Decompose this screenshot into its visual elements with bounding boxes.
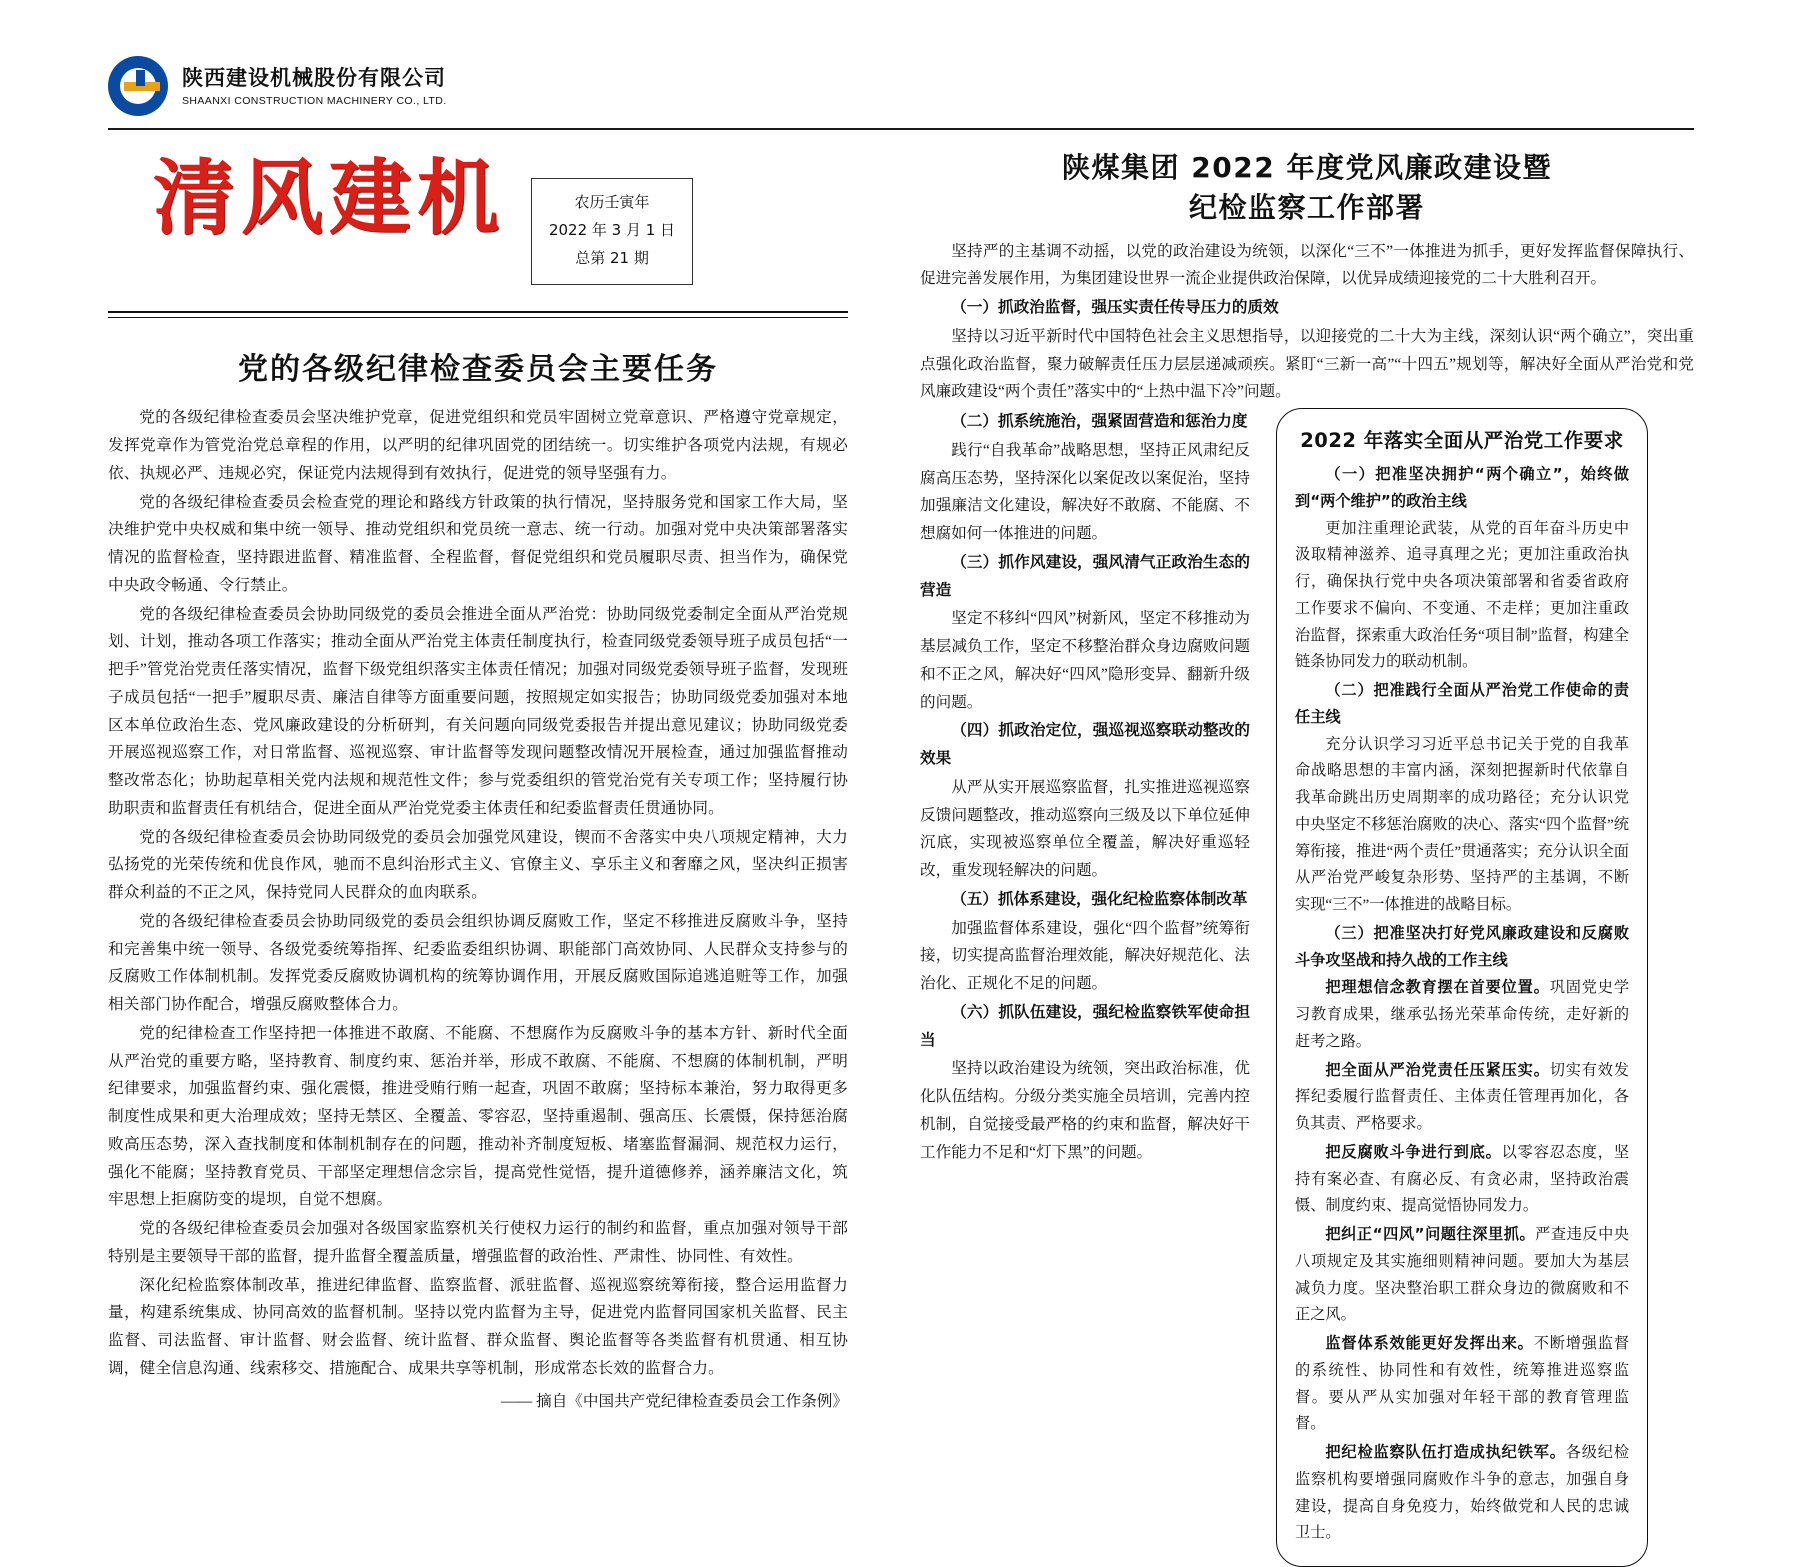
bold-lead: 把纪检监察队伍打造成执纪铁军。	[1325, 1443, 1566, 1461]
left-column	[108, 150, 848, 1411]
lead-text: 切实有效发挥纪委履行监督责任、主体责任管理再加化，各负其责、严格要求。	[1295, 1061, 1629, 1132]
paragraph: 党的各级纪律检查委员会协助同级党的委员会推进全面从严治党：协助同级党委制定全面从严治党规划、计划，推动各项工作落实；推动全面从严治党主体责任制度执行，检查同级党委领导班子成员包括“一把手”管党治党责任落实情况，监督下级党组织落实主体责任情况；加强对同级党委领导班子监督，发现班子成员包括“一把手”履职尽责、廉洁自律等方面重要问题，按照规定如实报告；协助同级党委加强对本地区本单位政治生态、党风廉政建设的分析研判，有关问题向同级党委报告并提出意见建议；协助同级党委开展巡视巡察工作，对日常监督、巡视巡察、审计监督等发现问题整改情况开展检查，通过加强监督推动整改常态化；协助起草相关党内法规和规范性文件；参与党委组织的管党治党有关专项工作；坚持履行协助职责和监督责任有机结合，促进全面从严治党党委主体责任和纪委监督责任贯通协同。	[108, 605, 848, 817]
sidebox-heading: （三）把准坚决打好党风廉政建设和反腐败斗争攻坚战和持久战的工作主线	[1295, 923, 1629, 969]
section-heading: （一）抓政治监督，强压实责任传导压力的质效	[951, 298, 1279, 316]
paragraph	[1295, 1330, 1629, 1438]
sidebox	[1276, 408, 1648, 1567]
paragraph	[1295, 1439, 1629, 1547]
masthead-divider	[108, 128, 1694, 130]
left-article-source: —— 摘自《中国共产党纪律检查委员会工作条例》	[501, 1392, 848, 1410]
nameplate-row	[108, 150, 848, 285]
paragraph: 党的各级纪律检查委员会检查党的理论和路线方针政策的执行情况，坚持服务党和国家工作大局，坚决维护党中央权威和集中统一领导、推动党组织和党员统一意志、统一行动。加强对党中央决策部署落实情况的监督检查，坚持跟进监督、精准监督、全程监督，督促党组织和党员履职尽责、担当作为，确保党中央政令畅通、令行禁止。	[108, 493, 848, 594]
paragraph: 党的各级纪律检查委员会协助同级党的委员会加强党风建设，锲而不舍落实中央八项规定精神，大力弘扬党的光荣传统和优良作风，驰而不息纠治形式主义、官僚主义、享乐主义和奢靡之风，坚决纠正损害群众利益的不正之风，保持党同人民群众的血肉联系。	[108, 828, 848, 901]
company-name-en: SHAANXI CONSTRUCTION MACHINERY CO., LTD.	[182, 94, 447, 107]
paragraph: 践行“自我革命”战略思想，坚持正风肃纪反腐高压态势，坚持深化以案促改以案促治，坚持加强廉洁文化建设，解决好不敢腐、不能腐、不想腐如何一体推进的问题。	[920, 441, 1250, 542]
paragraph	[1295, 1057, 1629, 1138]
paragraph: 坚定不移纠“四风”树新风，坚定不移推动为基层减负工作，坚定不移整治群众身边腐败问题和不正之风，解决好“四风”隐形变异、翻新升级的问题。	[920, 610, 1250, 711]
lead-text: 不断增强监督的系统性、协同性和有效性，统筹推进巡察监督。要从严从实加强对年轻干部的教育管理监督。	[1295, 1335, 1630, 1433]
paragraph: 更加注重理论武装，从党的百年奋斗历史中汲取精神滋养、追寻真理之光；更加注重政治执行，确保执行党中央各项决策部署和省委省政府工作要求不偏向、不变通、不走样；更加注重政治监督，探索重大政治任务“项目制”监督，构建全链条协同发力的联动机制。	[1295, 519, 1629, 671]
paragraph: 党的各级纪律检查委员会协助同级党的委员会组织协调反腐败工作，坚定不移推进反腐败斗争，坚持和完善集中统一领导、各级党委统筹指挥、纪委监委组织协调、职能部门高效协同、人民群众支持参与的反腐败工作体制机制。发挥党委反腐败协调机构的统筹协调作用，开展反腐败国际追逃追赃等工作，加强相关部门协作配合，增强反腐败整体合力。	[108, 912, 848, 1013]
lead-text: 巩固党史学习教育成果，继承弘扬光荣革命传统，走好新的赶考之路。	[1295, 979, 1629, 1050]
right-article-intro	[920, 238, 1694, 407]
section-heading: （五）抓体系建设，强化纪检监察体制改革	[951, 889, 1248, 908]
section-heading: （六）抓队伍建设，强纪检监察铁军使命担当	[920, 1002, 1250, 1049]
issue-date-box	[531, 178, 693, 285]
paragraph: 深化纪检监察体制改革，推进纪律监督、监察监督、派驻监督、巡视巡察统筹衔接，整合运用监督力量，构建系统集成、协同高效的监督机制。坚持以党内监督为主导，促进党内监督同国家机关监督、民主监督、司法监督、审计监督、财会监督、统计监督、群众监督、舆论监督等各类监督有机贯通、相互协调，健全信息沟通、线索移交、措施配合、成果共享等机制，形成常态长效的监督合力。	[108, 1276, 848, 1377]
bold-lead: 把纠正“四风”问题往深里抓。	[1325, 1225, 1536, 1243]
publication-nameplate: 清风建机	[153, 151, 506, 246]
paragraph: 加强监督体系建设，强化“四个监督”统筹衔接，切实提高监督治理效能，解决好规范化、法治化、正规化不足的问题。	[920, 919, 1250, 992]
bold-lead: 监督体系效能更好发挥出来。	[1325, 1334, 1534, 1352]
issue-lunar-date: 农历壬寅年	[574, 193, 650, 211]
left-article-body	[108, 404, 848, 1382]
paragraph: 党的各级纪律检查委员会坚决维护党章，促进党组织和党员牢固树立党章意识、严格遵守党章规定，发挥党章作为管党治党总章程的作用，以严明的纪律巩固党的团结统一。切实维护各项党内法规，有规必依、执规必严、违规必究，保证党内法规得到有效执行，促进党的领导坚强有力。	[108, 409, 848, 482]
lead-text: 以零容忍态度，坚持有案必查、有腐必反、有贪必肃，坚持政治震慑、制度约束、提高觉悟协同发力。	[1295, 1143, 1630, 1215]
company-name-cn: 陕西建设机械股份有限公司	[182, 66, 446, 91]
paragraph: 充分认识学习习近平总书记关于党的自我革命战略思想的丰富内涵，深刻把握新时代依靠自我革命跳出历史周期率的成功路径；充分认识党中央坚定不移惩治腐败的决心、落实“四个监督”统筹衔接，推进“两个责任”贯通落实；充分认识全面从严治党严峻复杂形势、坚持严的主基调，不断实现“三不”一体推进的战略目标。	[1295, 735, 1629, 913]
paragraph	[1295, 1221, 1629, 1329]
paragraph	[1295, 974, 1629, 1055]
sidebox-title: 2022 年落实全面从严治党工作要求	[1300, 429, 1624, 452]
company-logo	[108, 56, 447, 116]
sidebox-heading: （一）把准坚决拥护“两个确立”，始终做到“两个维护”的政治主线	[1295, 465, 1629, 510]
section-heading: （四）抓政治定位，强巡视巡察联动整改的效果	[920, 721, 1250, 767]
paragraph: 坚持以习近平新时代中国特色社会主义思想指导，以迎接党的二十大为主线，深刻认识“两个确立”，突出重点强化政治监督，聚力破解责任压力层层递减顽疾。紧盯“三新一高”“十四五”规划等，解决好全面从严治党和党风廉政建设“两个责任”落实中的“上热中温下冷”问题。	[920, 327, 1694, 401]
paragraph	[1295, 1139, 1629, 1220]
sidebox-heading: （二）把准践行全面从严治党工作使命的责任主线	[1295, 681, 1629, 726]
headline-line-1: 陕煤集团 2022 年度党风廉政建设暨	[1062, 151, 1552, 184]
paragraph: 党的纪律检查工作坚持把一体推进不敢腐、不能腐、不想腐作为反腐败斗争的基本方针、新时代全面从严治党的重要方略，坚持教育、制度约束、惩治并举，形成不敢腐、不能腐、不想腐的体制机制，严明纪律要求，加强监督约束、强化震慑，推进受贿行贿一起查，巩固不敢腐；坚持标本兼治，努力取得更多制度性成果和更大治理成效；坚持无禁区、全覆盖、零容忍，坚持重遏制、强高压、长震慑，保持惩治腐败高压态势，深入查找制度和体制机制存在的问题，推动补齐制度短板、堵塞监督漏洞、规范权力运行，强化不能腐；坚持教育党员、干部坚定理想信念宗旨，提高党性觉悟，提升道德修养，涵养廉洁文化，筑牢思想上拒腐防变的堤坝，自觉不想腐。	[108, 1024, 848, 1209]
bold-lead: 把全面从严治党责任压紧压实。	[1325, 1060, 1550, 1079]
nameplate-divider	[108, 311, 848, 318]
lead-text: 严查违反中央八项规定及其实施细则精神问题。要加大为基层减负力度。坚决整治职工群众身边的微腐败和不正之风。	[1295, 1226, 1629, 1324]
paragraph: 从严从实开展巡察监督，扎实推进巡视巡察反馈问题整改，推动巡察向三级及以下单位延伸沉底，实现被巡察单位全覆盖，解决好重巡轻改，重发现轻解决的问题。	[920, 778, 1250, 879]
left-article-title: 党的各级纪律检查委员会主要任务	[238, 352, 718, 388]
paragraph: 党的各级纪律检查委员会加强对各级国家监察机关行使权力运行的制约和监督，重点加强对领导干部特别是主要领导干部的监督，提升监督全覆盖质量，增强监督的政治性、严肃性、协同性、有效性。	[108, 1220, 848, 1265]
issue-number: 总第 21 期	[575, 248, 649, 267]
right-column	[920, 148, 1694, 1567]
issue-date: 2022 年 3 月 1 日	[548, 220, 676, 239]
right-inner-column	[920, 408, 1250, 1567]
headline-line-2: 纪检监察工作部署	[1188, 190, 1425, 224]
paragraph: 坚持以政治建设为统领，突出政治标准，优化队伍结构。分级分类实施全员培训，完善内控机制，自觉接受最严格的约束和监督，解决好干工作能力不足和“灯下黑”的问题。	[920, 1060, 1250, 1161]
right-article-headline	[920, 148, 1694, 228]
section-heading: （二）抓系统施治，强紧固营造和惩治力度	[951, 412, 1248, 430]
paragraph: 坚持严的主基调不动摇，以党的政治建设为统领，以深化“三不”一体推进为抓手，更好发挥监督保障执行、促进完善发展作用，为集团建设世界一流企业提供政治保障，以优异成绩迎接党的二十大胜利召开。	[920, 242, 1694, 288]
bold-lead: 把反腐败斗争进行到底。	[1325, 1142, 1502, 1161]
bold-lead: 把理想信念教育摆在首要位置。	[1325, 978, 1550, 997]
lead-text: 各级纪检监察机构要增强同腐败作斗争的意志，加强自身建设，提高自身免疫力，始终做党和人民的忠诚卫士。	[1295, 1444, 1630, 1542]
right-lower-split	[920, 408, 1694, 1567]
section-heading: （三）抓作风建设，强风清气正政治生态的营造	[920, 552, 1250, 599]
company-logo-icon	[108, 56, 168, 116]
